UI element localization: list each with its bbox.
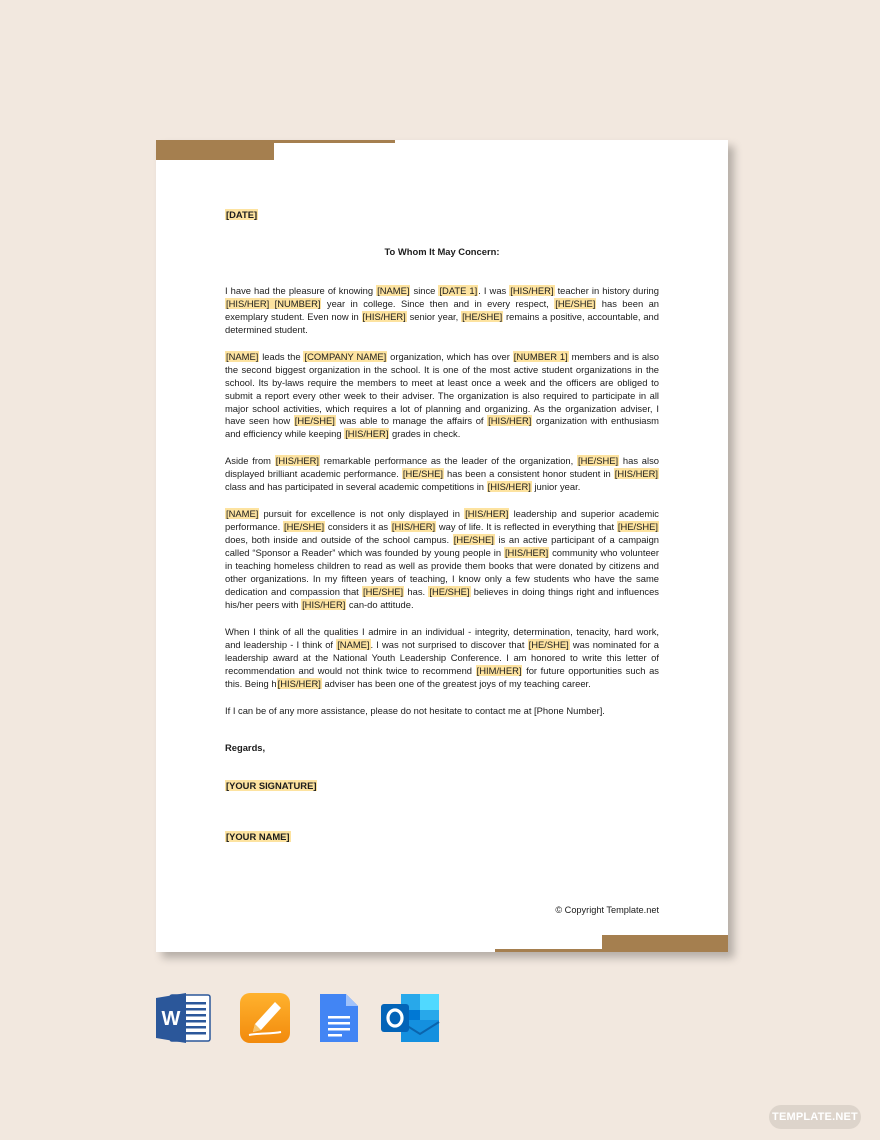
- paragraph-6: [225, 705, 659, 718]
- placeholder-field: [HE/SHE]: [528, 638, 569, 650]
- placeholder-field: [HIS/HER]: [345, 428, 389, 440]
- placeholder-field: [HE/SHE]: [363, 585, 404, 597]
- placeholder-field: [HE/SHE]: [294, 415, 335, 427]
- placeholder-field: [HIS/HER]: [510, 284, 554, 296]
- paragraph-text: has also displayed brilliant academic performance.: [225, 455, 659, 480]
- paragraph-text: organization, which has over: [387, 350, 513, 362]
- placeholder-field: [HE/SHE]: [578, 455, 619, 467]
- placeholder-field: [NAME]: [226, 350, 259, 362]
- paragraph-text: is an active participant of a campaign called “Sponsor a Reader” which was founded by young people in: [225, 534, 659, 559]
- closing: Regards,: [225, 741, 266, 753]
- salutation: To Whom It May Concern:: [384, 245, 500, 257]
- placeholder-field: [HIS/HER]: [465, 508, 509, 520]
- placeholder-field: [NUMBER 1]: [513, 350, 568, 362]
- placeholder-field: [DATE 1]: [439, 284, 478, 296]
- paragraph-text: . I was: [478, 284, 510, 296]
- placeholder-field: [HE/SHE]: [462, 310, 503, 322]
- paragraph-text: pursuit for excellence is not only displayed in: [259, 508, 465, 520]
- top-accent-bar: [156, 140, 274, 160]
- placeholder-field: [HIS/HER]: [302, 598, 346, 610]
- paragraph-text: remarkable performance as the leader of the organization,: [320, 455, 577, 467]
- paragraph-text: was able to manage the affairs of: [335, 415, 488, 427]
- paragraph-1: [225, 285, 659, 337]
- placeholder-field: [HIS/HER]: [275, 455, 319, 467]
- placeholder-field: [NAME]: [377, 284, 410, 296]
- placeholder-field: [NAME]: [337, 638, 370, 650]
- paragraph-text: remains a positive, accountable, and determined student.: [225, 310, 659, 335]
- pages-icon[interactable]: [239, 992, 291, 1044]
- date-field: [225, 209, 659, 222]
- paragraph-text: has.: [404, 585, 429, 597]
- google-docs-icon[interactable]: [318, 992, 360, 1044]
- placeholder-field: [HE/SHE]: [453, 534, 494, 546]
- placeholder-field: [HE/SHE]: [284, 521, 325, 533]
- placeholder-field: [HIS/HER]: [391, 521, 436, 533]
- paragraph-text: does, both inside and outside of the school campus.: [225, 534, 453, 546]
- word-icon[interactable]: [156, 992, 212, 1044]
- paragraph-text: . I was not surprised to discover that: [370, 638, 528, 650]
- placeholder-field: [COMPANY NAME]: [304, 350, 387, 362]
- letter-body: [225, 209, 659, 843]
- paragraph-3: [225, 455, 659, 494]
- paragraph-text: Aside from: [225, 455, 275, 467]
- paragraph-text: way of life. It is reflected in everything that: [436, 521, 617, 533]
- paragraph-text: has been an exemplary student. Even now in: [225, 297, 659, 322]
- paragraph-text: community who volunteer in teaching homeless children to read as well as provide them books that were donated by citizens and other organizations. In my fifteen years of teaching, I know only a few students who have the same dedication and compassion that: [225, 547, 659, 597]
- paragraph-text: adviser has been one of the greatest joys of my teaching career.: [321, 677, 591, 689]
- paragraph-text: senior year,: [406, 310, 462, 322]
- placeholder-field: [HIS/HER]: [487, 481, 531, 493]
- paragraph-text: was nominated for a leadership award at the National Youth Leadership Conference. I am honored to write this letter of recommendation and would not think twice to recommend: [225, 638, 659, 676]
- placeholder-field: [HE/SHE]: [402, 468, 443, 480]
- paragraph-text: grades in check.: [389, 428, 461, 440]
- outlook-icon[interactable]: [379, 992, 441, 1044]
- paragraph-text: junior year.: [531, 481, 581, 493]
- paragraph-text: I have had the pleasure of knowing: [225, 284, 377, 296]
- signature-placeholder: [YOUR SIGNATURE]: [226, 779, 317, 791]
- placeholder-field: [HIS/HER] [NUMBER]: [226, 297, 321, 309]
- paragraph-text: leads the: [259, 350, 304, 362]
- placeholder-field: [HIS/HER]: [277, 677, 321, 689]
- paragraph-text: organization with enthusiasm and efficiency while keeping: [225, 415, 659, 440]
- paragraph-text: has been a consistent honor student in: [443, 468, 614, 480]
- paragraph-text: for future opportunities such as this. Being h: [225, 664, 659, 689]
- paragraph-4: [225, 508, 659, 612]
- top-accent-line: [274, 140, 395, 143]
- paragraph-text: believes in doing things right and influences his/her peers with: [225, 585, 659, 610]
- letter-page: [156, 140, 728, 952]
- name-placeholder: [YOUR NAME]: [226, 830, 290, 842]
- paragraph-text: considers it as: [325, 521, 391, 533]
- template-net-watermark[interactable]: TEMPLATE.NET: [769, 1105, 861, 1129]
- paragraph-text: can-do attitude.: [346, 598, 414, 610]
- signature-field: [225, 780, 659, 793]
- bottom-accent-line: [495, 949, 602, 952]
- name-field: [225, 831, 659, 844]
- placeholder-field: [NAME]: [226, 508, 259, 520]
- paragraph-text: since: [410, 284, 439, 296]
- paragraph-text: If I can be of any more assistance, please do not hesitate to contact me at [Phone Number].: [225, 704, 605, 716]
- bottom-accent-bar: [602, 935, 728, 952]
- placeholder-field: [HIM/HER]: [476, 664, 522, 676]
- date-placeholder: [DATE]: [226, 209, 258, 220]
- placeholder-field: [HIS/HER]: [504, 547, 549, 559]
- paragraph-text: When I think of all the qualities I admire in an individual - integrity, determination, tenacity, hard work, and leadership - I think of: [225, 625, 659, 650]
- placeholder-field: [HE/SHE]: [555, 297, 596, 309]
- paragraph-2: [225, 351, 659, 442]
- placeholder-field: [HIS/HER]: [362, 310, 406, 322]
- paragraph-5: [225, 626, 659, 691]
- placeholder-field: [HIS/HER]: [488, 415, 532, 427]
- paragraph-text: leadership and superior academic performance.: [225, 508, 659, 533]
- paragraph-text: teacher in history during: [554, 284, 659, 296]
- paragraph-text: class and has participated in several academic competitions in: [225, 481, 487, 493]
- copyright-text: © Copyright Template.net: [555, 905, 659, 915]
- placeholder-field: [HE/SHE]: [617, 521, 658, 533]
- paragraph-text: year in college. Since then and in every respect,: [321, 297, 555, 309]
- word-letter: W: [161, 1008, 181, 1030]
- placeholder-field: [HE/SHE]: [429, 585, 470, 597]
- paragraph-text: members and is also the second biggest organization in the school. It is one of the most active student organizations in the school. Its by-laws require the members to meet at least once a week and the officers are obliged to submit a report every other week to their adviser. The organization is also required to participate in all major school activities, which requires a lot of planning and organizing. As the organization adviser, I have seen how: [225, 350, 660, 427]
- placeholder-field: [HIS/HER]: [614, 468, 658, 480]
